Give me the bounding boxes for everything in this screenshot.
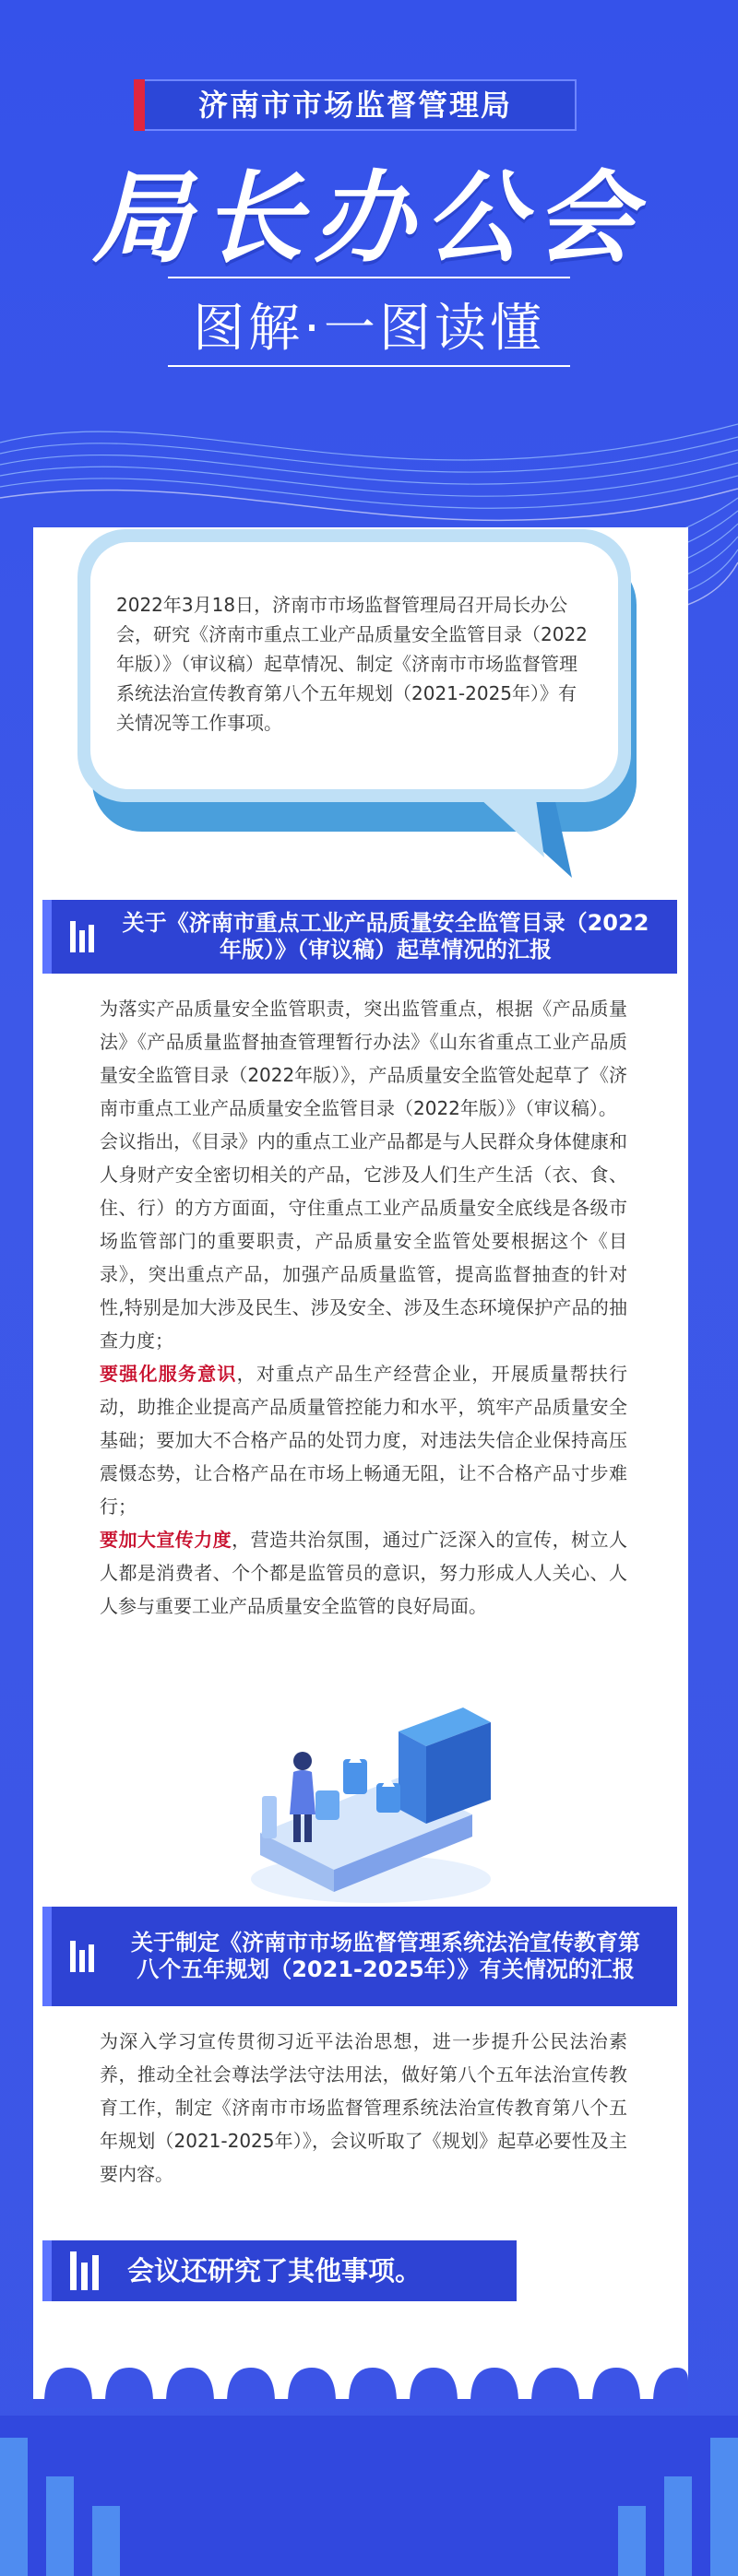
section3-banner: [42, 2240, 517, 2301]
bubble-tail-icon: [434, 793, 581, 885]
section1-paragraph-4: [100, 1523, 627, 1623]
section3-heading: 会议还研究了其他事项。: [127, 2254, 423, 2286]
highlight-publicity: 要加大宣传力度: [100, 1529, 232, 1551]
bottom-bar-decoration: [0, 2416, 738, 2576]
bar-chart-icon: [70, 921, 96, 952]
agency-name: 济南市市场监督管理局: [134, 79, 577, 131]
agency-accent-mark: [134, 79, 145, 131]
subtitle-top-rule: [168, 277, 570, 278]
section1-paragraph-2: 会议指出，《目录》内的重点工业产品都是与人民群众身体健康和人身财产安全密切相关的产品，它涉及人们生产生活（衣、食、住、行）的方方面面，守住重点工业产品质量安全底线是各级市场监管部门的重要职责，产品质量安全监管处要根据这个《目录》，突出重点产品，加强产品质量监管，提高监督抽查的针对性,特别是加大涉及民生、涉及安全、涉及生态环境保护产品的抽查力度；: [100, 1130, 627, 1352]
section1-banner: [42, 900, 677, 974]
section2-banner: [42, 1907, 677, 2006]
intro-bubble: [77, 529, 631, 802]
section1-body: [100, 992, 627, 1623]
subtitle-bottom-rule: [168, 365, 570, 367]
banner-edge: [42, 1907, 52, 2006]
page-title: 局长办公会: [91, 161, 646, 277]
section2-body: [100, 2025, 627, 2191]
bar-chart-icon: [70, 1941, 96, 1972]
banner-edge: [42, 2240, 52, 2301]
bar-chart-icon: [70, 2251, 101, 2290]
intro-text: 2022年3月18日，济南市市场监督管理局召开局长办公会，研究《济南市重点工业产品质量安全监管目录（2022年版）》（审议稿）起草情况、制定《济南市市场监督管理系统法治宣传教育第八个五年规划（2021-2025年）》有关情况等工作事项。: [90, 542, 618, 789]
section2-heading: 关于制定《济南市市场监督管理系统法治宣传教育第八个五年规划（2021-2025年）》有关情况的汇报: [131, 1930, 640, 1982]
section1-paragraph-1: 为落实产品质量安全监管职责，突出监管重点，根据《产品质量法》《产品质量监督抽查管理暂行办法》《山东省重点工业产品质量安全监管目录（2022年版）》，产品质量安全监管处起草了《济南市重点工业产品质量安全监管目录（2022年版）》（审议稿）。: [100, 998, 627, 1119]
section1-heading: 关于《济南市重点工业产品质量安全监管目录（2022年版）》（审议稿）起草情况的汇报: [122, 910, 649, 963]
inspection-illustration: [242, 1695, 500, 1908]
section1-paragraph-4-text: ，营造共治氛围，通过广泛深入的宣传，树立人人都是消费者、个个都是监管员的意识，努力形成人人关心、人人参与重要工业产品质量安全监管的良好局面。: [100, 1529, 628, 1617]
scallop-edge: [33, 2362, 688, 2408]
highlight-service: 要强化服务意识: [100, 1363, 237, 1385]
banner-edge: [42, 900, 52, 974]
page-subtitle: 图解·一图读懂: [193, 299, 545, 359]
section1-paragraph-3-text: ，对重点产品生产经营企业，开展质量帮扶行动，助推企业提高产品质量管控能力和水平，筑牢产品质量安全基础；要加大不合格产品的处罚力度，对违法失信企业保持高压震慑态势，让合格产品在市场上畅通无阻，让不合格产品寸步难行；: [100, 1363, 628, 1518]
section1-paragraph-3: [100, 1357, 627, 1523]
section2-paragraph-1: 为深入学习宣传贯彻习近平法治思想，进一步提升公民法治素养，推动全社会尊法学法守法用法，做好第八个五年法治宣传教育工作，制定《济南市市场监督管理系统法治宣传教育第八个五年规划（2021-2025年）》，会议听取了《规划》起草必要性及主要内容。: [100, 2030, 627, 2185]
